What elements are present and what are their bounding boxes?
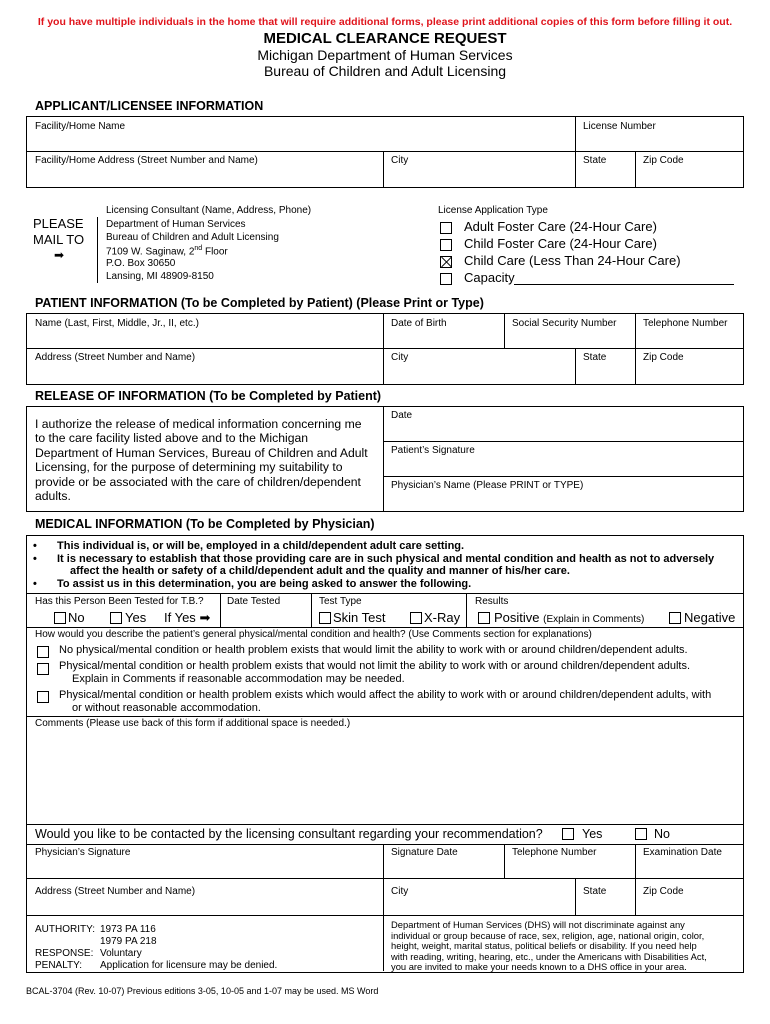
patient-table — [26, 313, 744, 385]
capacity-checkbox[interactable] — [440, 273, 452, 285]
release-date-field[interactable]: Date — [391, 410, 413, 421]
tb-no-checkbox[interactable] — [54, 612, 66, 624]
date-of-birth-field[interactable]: Date of Birth — [391, 318, 447, 329]
mail-address-line: Department of Human Services — [106, 219, 246, 230]
patient-signature-field[interactable]: Patient’s Signature — [391, 445, 475, 456]
negative-label: Negative — [684, 610, 736, 625]
please-label: PLEASE — [33, 216, 84, 231]
release-section-heading: RELEASE OF INFORMATION (To be Completed by Patient) — [35, 389, 382, 403]
form-notice: If you have multiple individuals in the home that will require additional forms, please print additional copies of this form before filling it out. — [37, 16, 733, 28]
tb-yes-checkbox[interactable] — [110, 612, 122, 624]
authority-value: 1979 PA 218 — [100, 936, 157, 947]
skin-test-label: Skin Test — [333, 610, 386, 625]
form-id: BCAL-3704 (Rev. 10-07) Previous editions 3-05, 10-05 and 1-07 may be used. MS Word — [26, 986, 379, 996]
facility-address-field[interactable]: Facility/Home Address (Street Number and Name) — [35, 155, 258, 166]
physician-name-field[interactable]: Physician’s Name (Please PRINT or TYPE) — [391, 480, 584, 491]
release-table — [26, 406, 744, 512]
facility-name-field[interactable]: Facility/Home Name — [35, 121, 126, 132]
medical-table: • This individual is, or will be, employed in a child/dependent adult care setting. • It is necessary to establish that those providing care are in such physical and mental condition and health as not to adversely affect the health or safety of a child/dependent adult and the quality and manner of his/her care. • To assist us in this determination, you are being asked to answer the following. Has this Person Been Tested for T.B.? Date Tested Test Type Results No Yes If Yes ➡ Skin Test X-Ray Positive (Explain in Comments) Negative How would you describe the patient’s general physical/mental condition and health? (Use Comments section for explanations) No physical/mental condition or health problem exists that would limit the ability to work with or around children/dependent adults. Physical/mental condition or health problem exists that would not limit the ability to work with or around children/dependent adults. Explain in Comments if reasonable accommodation may be needed. Physical/mental condition or health problem exists which would affect the ability to work with or around children/dependent adults, with or without reasonable accommodation. Comments (Please use back of this form if additional space is needed.) Would you like to be contacted by the licensing consultant regarding your recommendation? Yes No — [26, 535, 744, 845]
patient-address-field[interactable]: Address (Street Number and Name) — [35, 352, 196, 363]
facility-state-field[interactable]: State — [583, 155, 607, 166]
mail-address-line: Bureau of Children and Adult Licensing — [106, 232, 279, 243]
physician-phone-field[interactable]: Telephone Number — [512, 847, 597, 858]
contact-yes-label: Yes — [582, 827, 603, 841]
patient-section-heading: PATIENT INFORMATION (To be Completed by Patient) (Please Print or Type) — [35, 296, 484, 310]
arrow-right-icon: ➡ — [199, 610, 211, 625]
consultant-label: Licensing Consultant (Name, Address, Phone) — [106, 205, 312, 216]
signature-date-field[interactable]: Signature Date — [391, 847, 458, 858]
medical-section-heading: MEDICAL INFORMATION (To be Completed by Physician) — [35, 517, 375, 531]
positive-checkbox[interactable] — [478, 612, 490, 624]
tb-no-label: No — [68, 610, 85, 625]
comments-field[interactable]: Comments (Please use back of this form if additional space is needed.) — [35, 718, 351, 729]
patient-state-field[interactable]: State — [583, 352, 607, 363]
physician-address-field[interactable]: Address (Street Number and Name) — [35, 886, 196, 897]
form-title: MEDICAL CLEARANCE REQUEST — [263, 30, 507, 47]
xray-label: X-Ray — [424, 610, 461, 625]
license-type-label: License Application Type — [438, 205, 548, 216]
patient-city-field[interactable]: City — [391, 352, 409, 363]
condition-1-checkbox[interactable] — [37, 646, 49, 658]
ssn-field[interactable]: Social Security Number — [512, 318, 617, 329]
contact-no-checkbox[interactable] — [635, 828, 647, 840]
authority-value: 1973 PA 116 — [100, 924, 156, 935]
child-foster-care-checkbox[interactable] — [440, 239, 452, 251]
child-care-label: Child Care (Less Than 24-Hour Care) — [464, 253, 681, 268]
patient-name-field[interactable]: Name (Last, First, Middle, Jr., II, etc.) — [35, 318, 199, 329]
physician-signature-field[interactable]: Physician’s Signature — [35, 847, 131, 858]
mail-address-line: P.O. Box 30650 — [106, 258, 176, 269]
physician-state-field[interactable]: State — [583, 886, 607, 897]
department-name: Michigan Department of Human Services — [257, 47, 513, 63]
test-type-label: Test Type — [319, 596, 362, 607]
footer-table — [26, 915, 744, 973]
date-tested-field[interactable]: Date Tested — [227, 596, 281, 607]
condition-question: How would you describe the patient’s general physical/mental condition and health? (Use Comments section for explanations) — [35, 629, 592, 640]
mail-to-label: MAIL TO — [33, 232, 85, 247]
examination-date-field[interactable]: Examination Date — [643, 847, 722, 858]
medical-bullet: To assist us in this determination, you are being asked to answer the following. — [57, 578, 472, 590]
license-number-field[interactable]: License Number — [583, 121, 656, 132]
mail-address-line: 7109 W. Saginaw, 2nd Floor — [106, 245, 228, 258]
authority-label: AUTHORITY: — [35, 924, 96, 935]
release-authorization-text: I authorize the release of medical information concerning me to the care facility listed above and to the Michigan Department of Human Services, Bureau of Children and Adult Licensing, for the purpose of determining my suitability to provide or be associated with the care of children/dependent adults. — [35, 417, 368, 504]
contact-yes-checkbox[interactable] — [562, 828, 574, 840]
physician-table — [26, 844, 744, 916]
condition-3-label: Physical/mental condition or health problem exists which would affect the ability to work with or around children/dependent adults, with — [59, 689, 712, 701]
patient-zip-field[interactable]: Zip Code — [643, 352, 684, 363]
physician-city-field[interactable]: City — [391, 886, 409, 897]
applicant-table — [26, 116, 744, 188]
facility-zip-field[interactable]: Zip Code — [643, 155, 684, 166]
penalty-value: Application for licensure may be denied. — [100, 960, 278, 971]
nondiscrimination-statement: Department of Human Services (DHS) will not discriminate against any individual or group because of race, sex, religion, age, national origin, color, height, weight, marital status, political beliefs or disability. If you need help with reading, writing, hearing, etc., under the Americans with Disabilities Act, you are invited to make your needs known to a DHS office in your area. — [391, 919, 707, 973]
capacity-label: Capacity — [464, 270, 515, 285]
contact-question: Would you like to be contacted by the licensing consultant regarding your recommendation? — [35, 827, 543, 841]
condition-2-label: Physical/mental condition or health problem exists that would not limit the ability to work with or around children/dependent adults. — [59, 660, 691, 672]
results-label: Results — [475, 596, 509, 607]
mail-address-line: Lansing, MI 48909-8150 — [106, 271, 214, 282]
condition-3-label-cont: or without reasonable accommodation. — [72, 702, 261, 714]
negative-checkbox[interactable] — [669, 612, 681, 624]
medical-bullet-cont: affect the health or safety of a child/dependent adult and the quality and manner of his/her care. — [70, 565, 570, 577]
adult-foster-care-label: Adult Foster Care (24-Hour Care) — [464, 219, 657, 234]
child-care-checkbox[interactable] — [440, 256, 452, 268]
applicant-section-heading: APPLICANT/LICENSEE INFORMATION — [35, 99, 264, 113]
condition-3-checkbox[interactable] — [37, 691, 49, 703]
response-label: RESPONSE: — [35, 948, 94, 959]
condition-2-checkbox[interactable] — [37, 663, 49, 675]
capacity-field[interactable] — [514, 284, 734, 285]
child-foster-care-label: Child Foster Care (24-Hour Care) — [464, 236, 657, 251]
condition-1-label: No physical/mental condition or health problem exists that would limit the ability to work with or around children/dependent adults. — [59, 644, 688, 656]
contact-no-label: No — [654, 827, 670, 841]
positive-label: Positive (Explain in Comments) — [494, 610, 645, 625]
physician-zip-field[interactable]: Zip Code — [643, 886, 684, 897]
tb-test-label: Has this Person Been Tested for T.B.? — [35, 596, 204, 607]
condition-2-label-cont: Explain in Comments if reasonable accommodation may be needed. — [72, 673, 405, 685]
facility-city-field[interactable]: City — [391, 155, 409, 166]
xray-checkbox[interactable] — [410, 612, 422, 624]
response-value: Voluntary — [100, 948, 142, 959]
skin-test-checkbox[interactable] — [319, 612, 331, 624]
medical-bullet: It is necessary to establish that those providing care are in such physical and mental condition and health as not to adversely — [57, 553, 715, 565]
tb-yes-label: Yes — [125, 610, 147, 625]
arrow-right-icon: ➡ — [54, 248, 65, 262]
bureau-name: Bureau of Children and Adult Licensing — [263, 63, 507, 79]
adult-foster-care-checkbox[interactable] — [440, 222, 452, 234]
patient-phone-field[interactable]: Telephone Number — [643, 318, 728, 329]
medical-bullet: This individual is, or will be, employed in a child/dependent adult care setting. — [57, 540, 465, 552]
if-yes-label: If Yes ➡ — [164, 610, 211, 625]
penalty-label: PENALTY: — [35, 960, 83, 971]
